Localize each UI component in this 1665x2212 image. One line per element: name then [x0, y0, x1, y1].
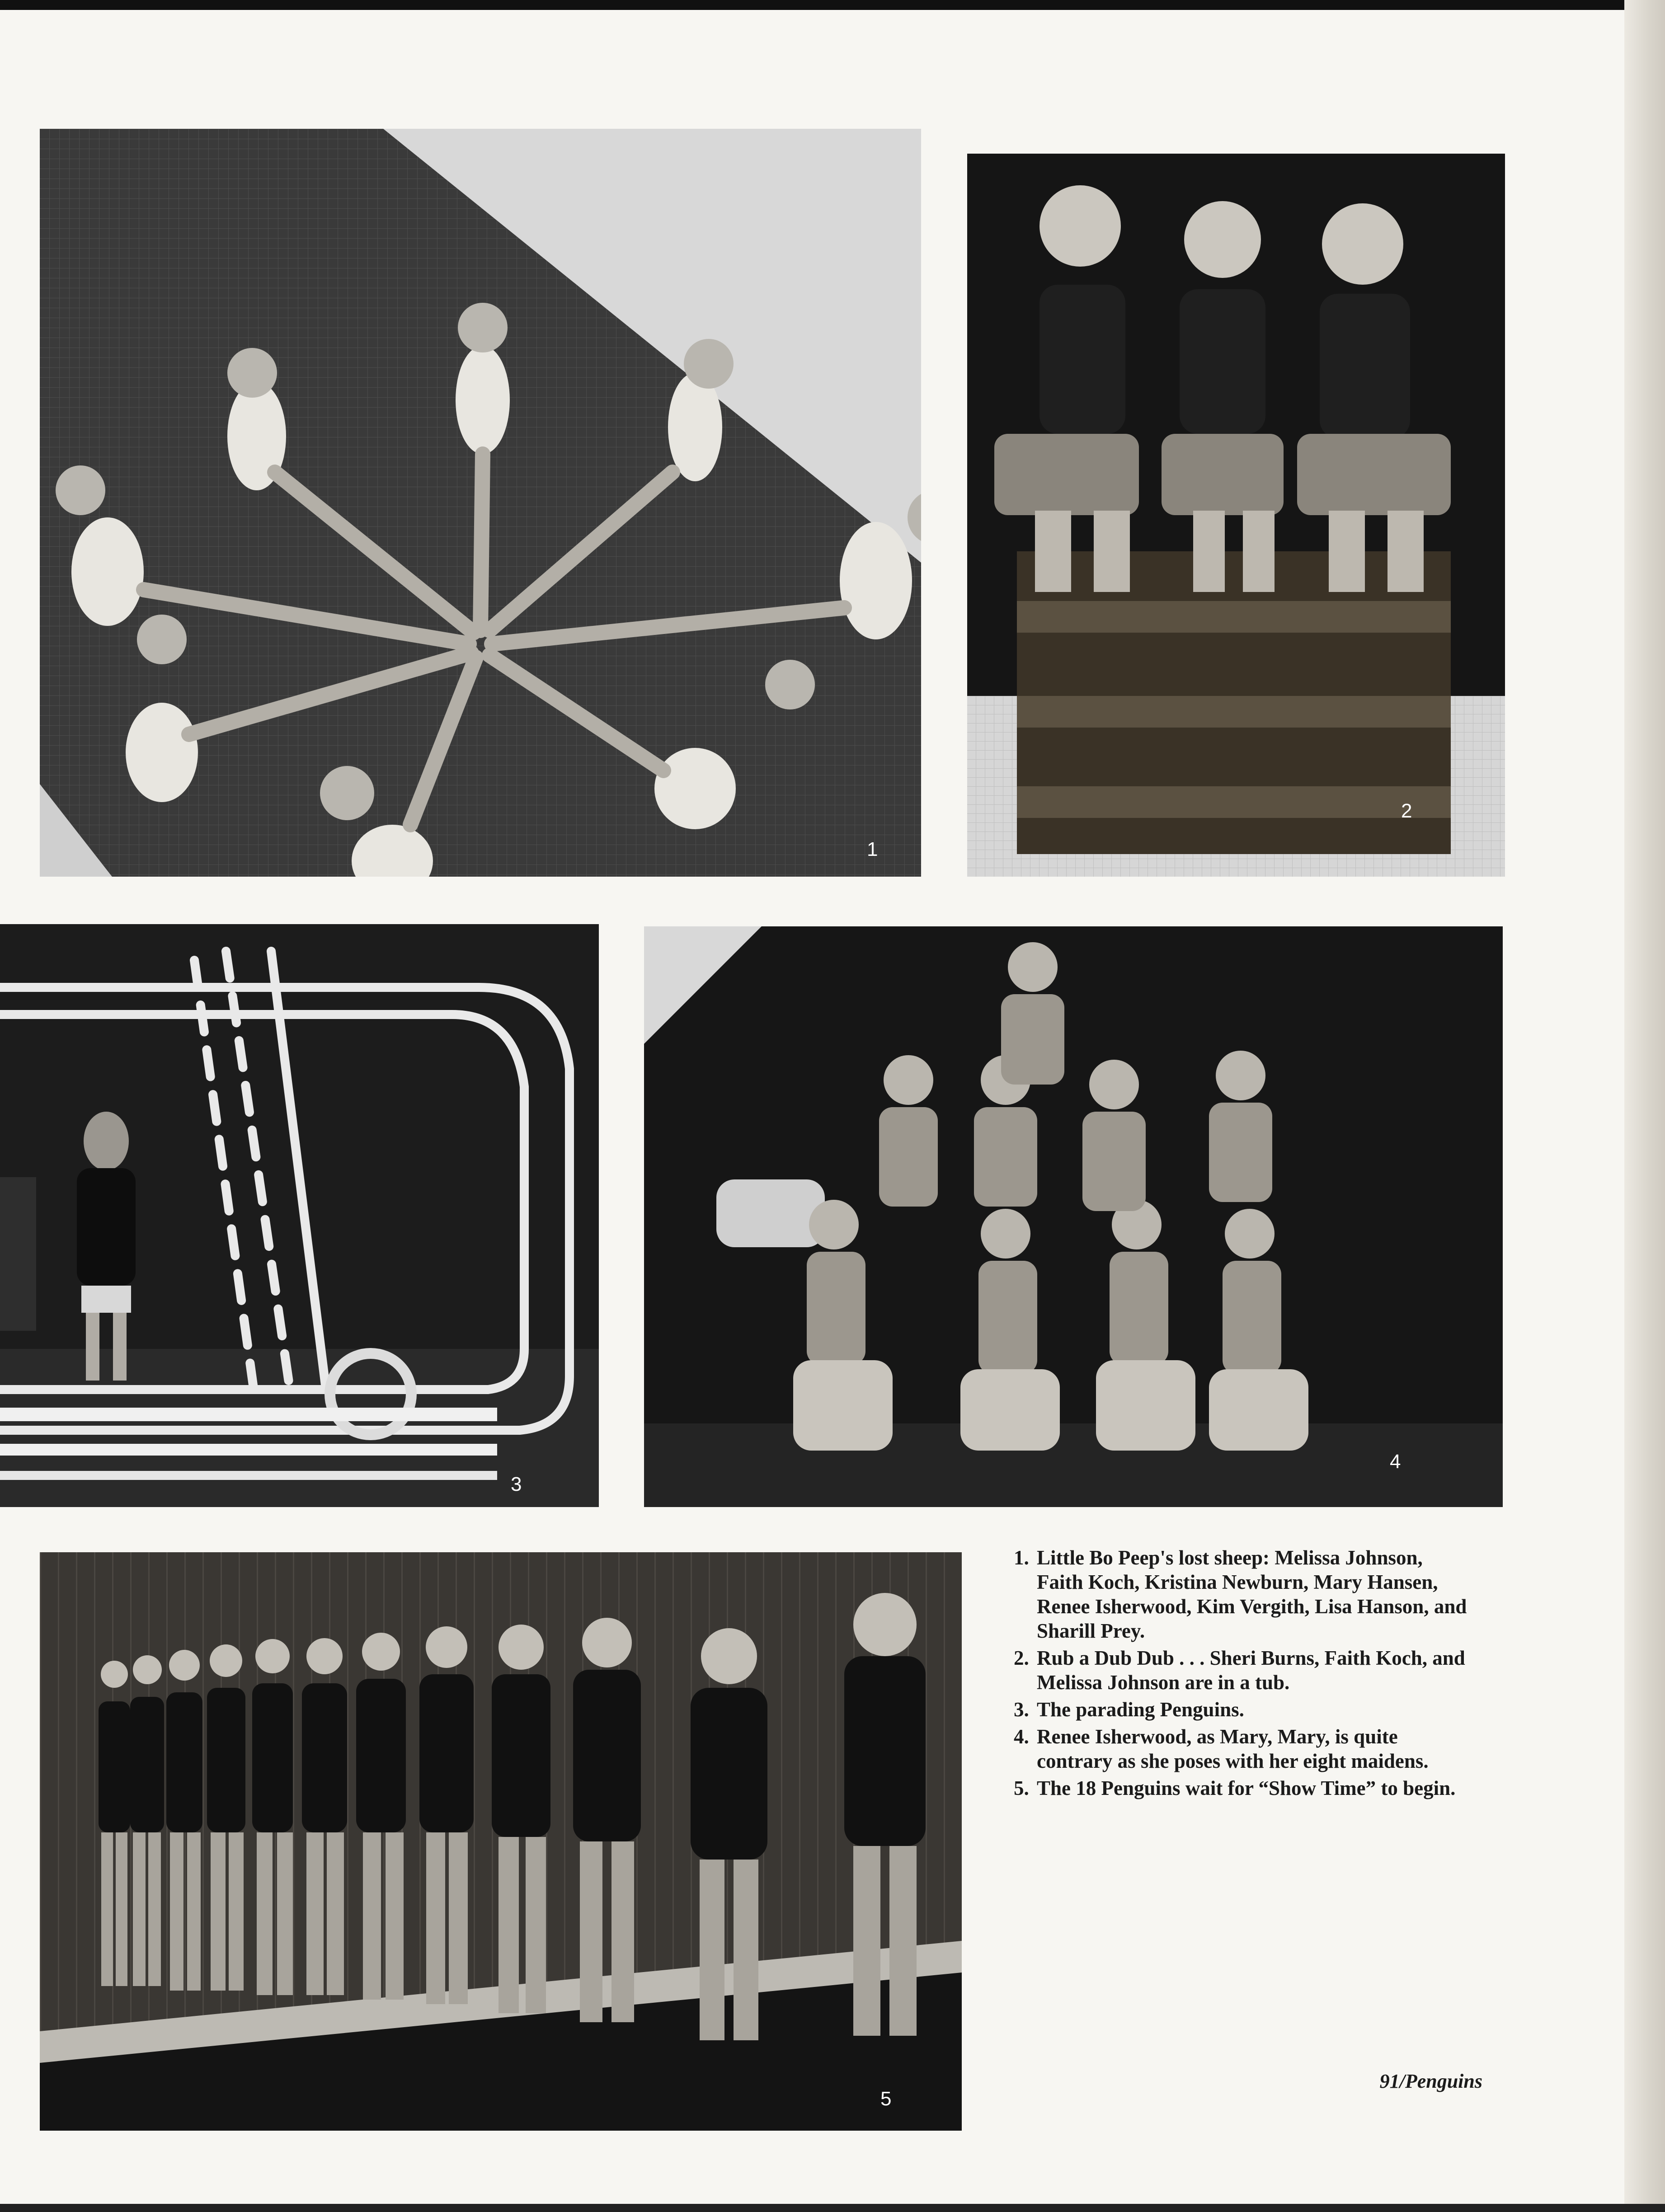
- photo-4: [644, 926, 1503, 1507]
- photo-number: 4: [1390, 1451, 1401, 1473]
- photo-number: 2: [1401, 800, 1412, 822]
- page-folio: 91/Penguins: [1379, 2070, 1482, 2092]
- caption-4: 4. Renee Isherwood, as Mary, Mary, is quite contrary as she poses with her eight maidens.: [1034, 1724, 1468, 1773]
- photo-2-image: [967, 154, 1505, 877]
- caption-1: 1. Little Bo Peep's lost sheep: Melissa Johnson, Faith Koch, Kristina Newburn, Mary Hansen, Renee Isherwood, Kim Vergith, Lisa Hanson, and Sharill Prey.: [1034, 1545, 1468, 1643]
- photo-number: 5: [880, 2088, 892, 2110]
- caption-3: 3. The parading Penguins.: [1034, 1697, 1468, 1722]
- photo-5-image: [40, 1552, 962, 2131]
- photo-4-image: [644, 926, 1503, 1507]
- photo-1-image: [40, 129, 921, 877]
- photo-2: [967, 154, 1505, 877]
- page-top-edge: [0, 0, 1665, 10]
- photo-number: 1: [867, 838, 878, 860]
- photo-3: [0, 924, 599, 1507]
- photo-5: [40, 1552, 962, 2131]
- photo-3-image: [0, 924, 599, 1507]
- page-bottom-edge: [0, 2204, 1665, 2212]
- photo-1: [40, 129, 921, 877]
- photo-captions: [994, 1545, 1468, 1803]
- caption-2: 2. Rub a Dub Dub . . . Sheri Burns, Faith Koch, and Melissa Johnson are in a tub.: [1034, 1646, 1468, 1695]
- photo-number: 3: [511, 1473, 522, 1495]
- caption-5: 5. The 18 Penguins wait for “Show Time” to begin.: [1034, 1776, 1468, 1800]
- page-binding-edge: [1624, 0, 1665, 2212]
